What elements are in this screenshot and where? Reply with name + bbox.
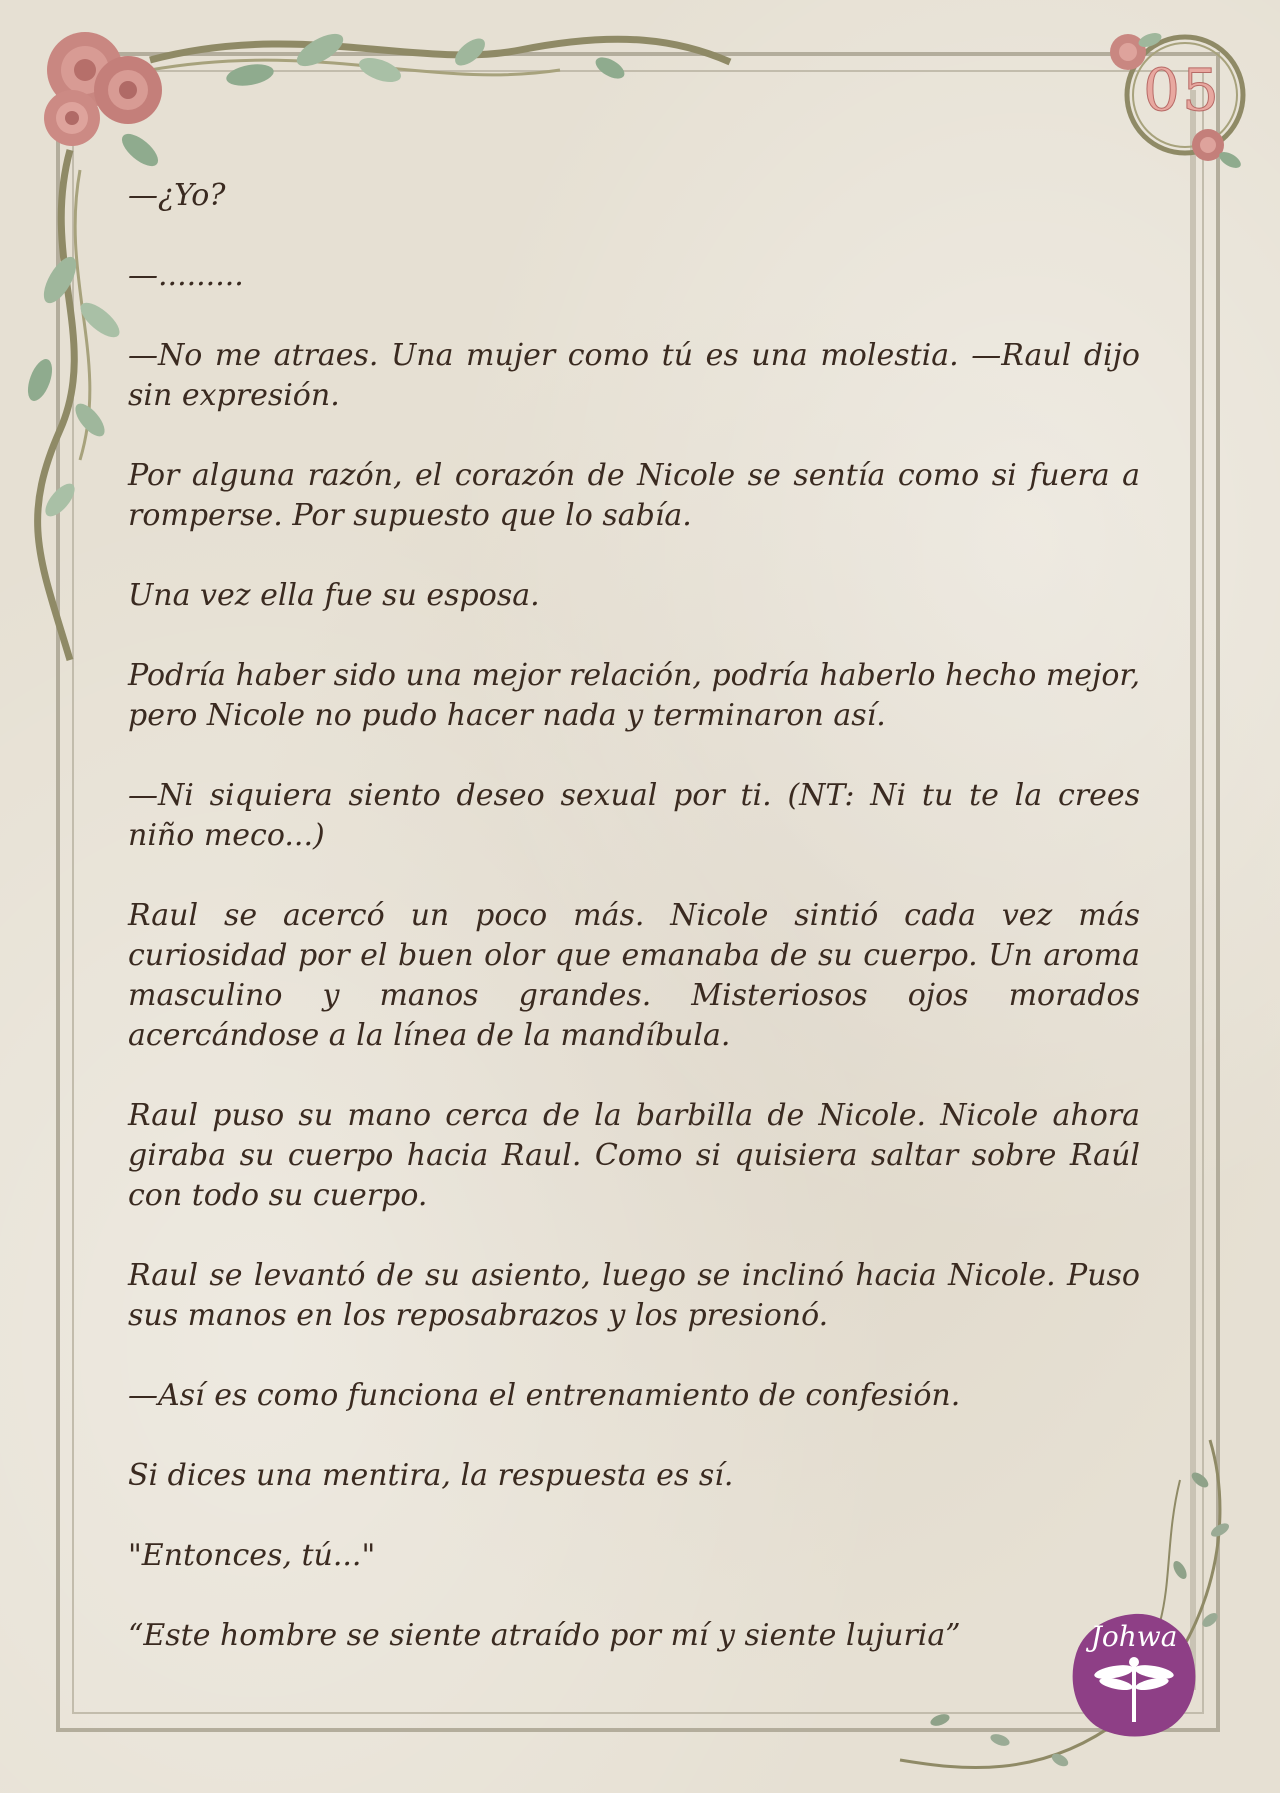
paragraph: "Entonces, tú..." [128, 1538, 376, 1573]
paragraph: Por alguna razón, el corazón de Nicole se sentía como si fuera a romperse. Por supuesto que lo sabía. [128, 458, 1140, 533]
paragraph: —No me atraes. Una mujer como tú es una molestia. —Raul dijo sin expresión. [128, 338, 1140, 413]
paragraph: Raul se acercó un poco más. Nicole sintió cada vez más curiosidad por el buen olor que emanaba de su cuerpo. Un aroma masculino y manos grandes. Misteriosos ojos morados acercándose a la línea de la mandíbula. [128, 898, 1140, 1053]
johwa-badge-label: Johwa [1090, 1620, 1178, 1653]
paragraph: “Este hombre se siente atraído por mí y siente lujuria” [128, 1618, 961, 1653]
paragraph: —Así es como funciona el entrenamiento de confesión. [128, 1378, 961, 1413]
paragraph: —......... [128, 258, 244, 293]
paragraph: Podría haber sido una mejor relación, podría haberlo hecho mejor, pero Nicole no pudo hacer nada y terminaron así. [128, 658, 1140, 733]
paragraph: Una vez ella fue su esposa. [128, 578, 540, 613]
paragraph: Si dices una mentira, la respuesta es sí. [128, 1458, 734, 1493]
story-text [128, 176, 1140, 1696]
paragraph: —Ni siquiera siento deseo sexual por ti. (NT: Ni tu te la crees niño meco...) [128, 778, 1140, 853]
paragraph: Raul puso su mano cerca de la barbilla de Nicole. Nicole ahora giraba su cuerpo hacia Raul. Como si quisiera saltar sobre Raúl con todo su cuerpo. [128, 1098, 1140, 1213]
paragraph: —¿Yo? [128, 178, 226, 213]
paragraph: Raul se levantó de su asiento, luego se inclinó hacia Nicole. Puso sus manos en los reposabrazos y los presionó. [128, 1258, 1140, 1333]
page-number: 05 [1143, 56, 1221, 124]
